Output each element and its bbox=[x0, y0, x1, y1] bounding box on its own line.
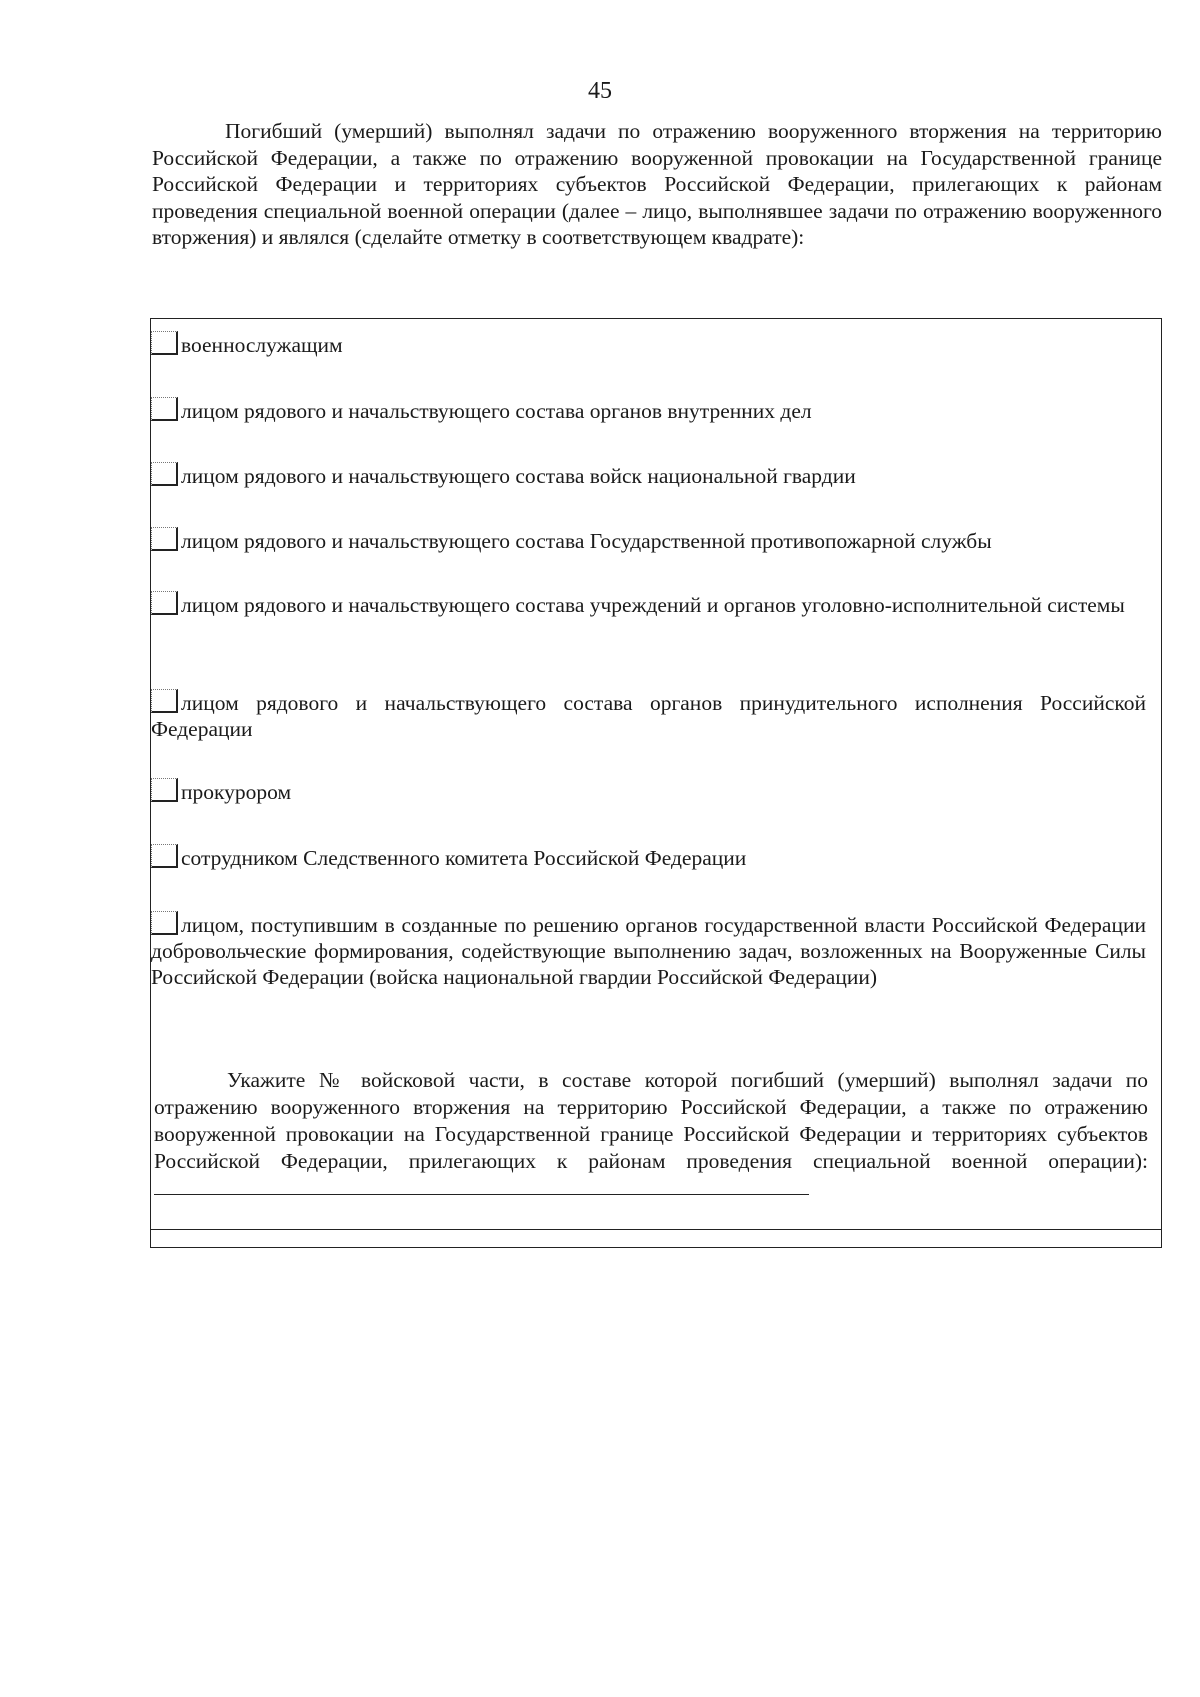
checkbox-enforcement[interactable] bbox=[151, 689, 178, 713]
option-label: лицом рядового и начальствующего состава учреждений и органов уголовно-исполнительной системы bbox=[181, 593, 1125, 617]
checkbox-fire-service[interactable] bbox=[151, 527, 178, 551]
checkbox-investigative-committee[interactable] bbox=[151, 844, 178, 868]
option-label: лицом, поступившим в созданные по решению органов государственной власти Российской Федерации добровольческие формирования, содействующие выполнению задач, возложенных на Вооруженные Силы Российской Федерации (войска национальной гвардии Российской Федерации) bbox=[151, 913, 1146, 989]
option-enforcement bbox=[151, 689, 1146, 742]
page-number: 45 bbox=[588, 78, 612, 104]
option-fire-service bbox=[151, 527, 1146, 554]
option-label: прокурором bbox=[181, 780, 292, 804]
option-label: военнослужащим bbox=[181, 333, 343, 357]
checkbox-volunteer[interactable] bbox=[151, 911, 178, 935]
option-internal-affairs bbox=[151, 397, 1146, 424]
intro-paragraph: Погибший (умерший) выполнял задачи по отражению вооруженного вторжения на территорию Российской Федерации, а также по отражению вооруженной провокации на Государственной границе Российской Федерации и территориях субъектов Российской Федерации, прилегающих к районам проведения специальной военной операции (далее – лицо, выполнявшее задачи по отражению вооруженного вторжения) и являлся (сделайте отметку в соответствующем квадрате): bbox=[152, 119, 1162, 249]
unit-question-text: Укажите № войсковой части, в составе которой погибший (умерший) выполнял задачи по отражению вооруженного вторжения на территорию Российской Федерации, а также по отражению вооруженной провокации на Государственной границе Российской Федерации и территориях субъектов Российской Федерации, прилегающих к районам проведения специальной военной операции): bbox=[154, 1068, 1148, 1173]
option-national-guard bbox=[151, 462, 1146, 489]
option-label: лицом рядового и начальствующего состава Государственной противопожарной службы bbox=[181, 529, 992, 553]
status-selection-form bbox=[150, 318, 1162, 1248]
option-label: лицом рядового и начальствующего состава органов принудительного исполнения Российской Федерации bbox=[151, 691, 1146, 741]
checkbox-prosecutor[interactable] bbox=[151, 778, 178, 802]
option-penitentiary bbox=[151, 591, 1146, 618]
checkbox-internal-affairs[interactable] bbox=[151, 397, 178, 421]
option-prosecutor bbox=[151, 778, 1146, 805]
option-serviceman bbox=[151, 331, 1146, 358]
option-label: сотрудником Следственного комитета Российской Федерации bbox=[181, 846, 747, 870]
option-volunteer bbox=[151, 911, 1146, 990]
option-label: лицом рядового и начальствующего состава органов внутренних дел bbox=[181, 399, 812, 423]
checkbox-penitentiary[interactable] bbox=[151, 591, 178, 615]
checkbox-national-guard[interactable] bbox=[151, 462, 178, 486]
military-unit-answer-field[interactable] bbox=[154, 1176, 809, 1195]
unit-question bbox=[154, 1067, 1148, 1202]
option-investigative-committee bbox=[151, 844, 1146, 871]
option-label: лицом рядового и начальствующего состава войск национальной гвардии bbox=[181, 464, 856, 488]
checkbox-serviceman[interactable] bbox=[151, 331, 178, 355]
divider bbox=[151, 1229, 1161, 1230]
